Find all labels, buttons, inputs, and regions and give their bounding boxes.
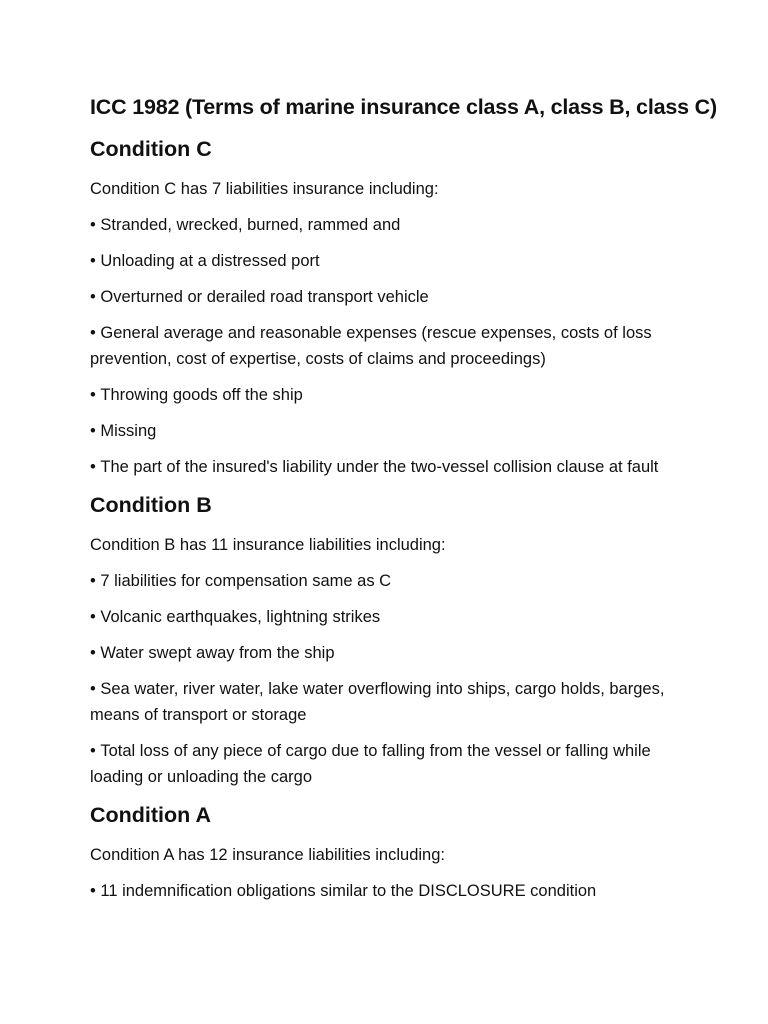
document-page [90,92,717,914]
section-condition-b [90,490,690,790]
list-item: • Total loss of any piece of cargo due to falling from the vessel or falling while loading or unloading the cargo [90,738,690,790]
list-item: • 11 indemnification obligations similar to the DISCLOSURE condition [90,878,690,904]
section-heading: Condition C [90,137,212,161]
section-heading: Condition A [90,803,212,827]
list-item: • General average and reasonable expenses (rescue expenses, costs of loss prevention, cost of expertise, costs of claims and proceedings) [90,320,690,372]
document-title: ICC 1982 (Terms of marine insurance class A, class B, class C) [90,95,717,119]
section-intro: Condition B has 11 insurance liabilities including: [90,536,446,554]
list-item: • Water swept away from the ship [90,640,690,666]
list-item: • The part of the insured's liability under the two-vessel collision clause at fault [90,454,690,480]
list-item: • Sea water, river water, lake water overflowing into ships, cargo holds, barges, means of transport or storage [90,676,690,728]
section-intro: Condition A has 12 insurance liabilities including: [90,846,445,864]
list-item: • Overturned or derailed road transport vehicle [90,284,690,310]
section-condition-a [90,800,690,904]
list-item: • Throwing goods off the ship [90,382,690,408]
list-item: • Volcanic earthquakes, lightning strikes [90,604,690,630]
list-item: • Unloading at a distressed port [90,248,690,274]
section-heading: Condition B [90,493,212,517]
list-item: • Missing [90,418,690,444]
list-item: • Stranded, wrecked, burned, rammed and [90,212,690,238]
section-intro: Condition C has 7 liabilities insurance including: [90,180,439,198]
list-item: • 7 liabilities for compensation same as C [90,568,690,594]
section-condition-c [90,134,690,480]
